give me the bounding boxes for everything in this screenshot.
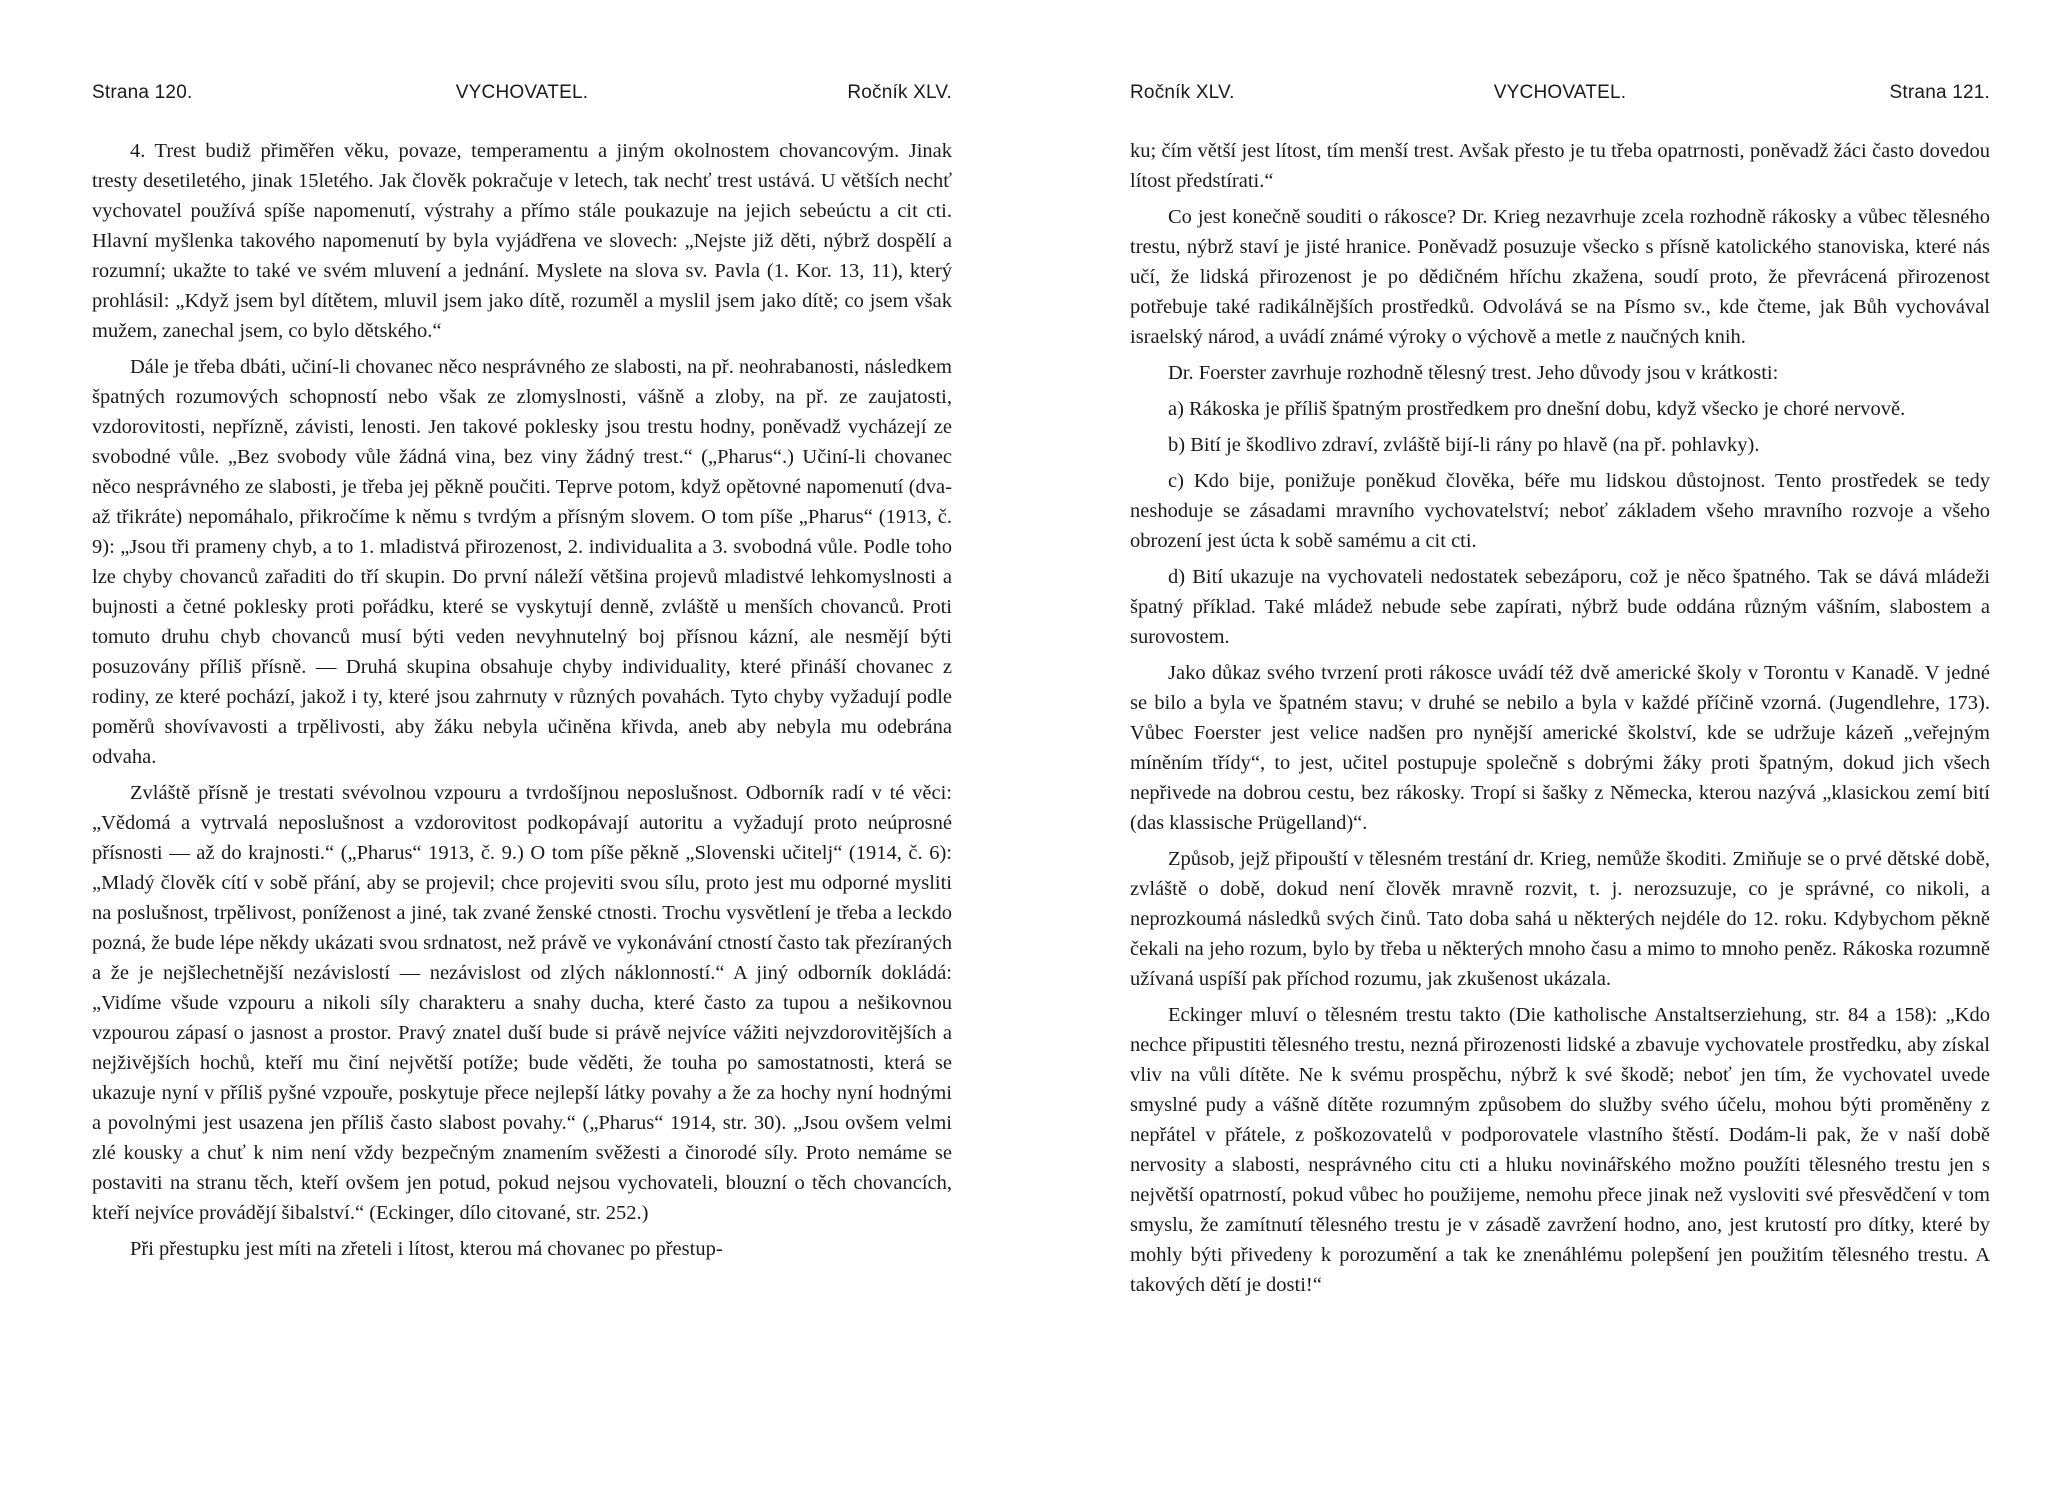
paragraph: 4. Trest budiž přiměřen věku, povaze, temperamentu a jiným okolnostem chovancovým. Jinak tresty desetiletého, jinak 15letého. Jak člověk pokračuje v letech, tak nechť trest ustává. U větších nechť vychovatel používá spíše napomenutí, výstrahy a přímo stále poukazuje na jejich sebeúctu a cit cti. Hlavní myšlenka takového napomenutí by byla vyjádřena ve slovech: „Nejste již děti, nýbrž dospělí a rozumní; ukažte to také ve svém mluvení a jednání. Myslete na slova sv. Pavla (1. Kor. 13, 11), který prohlásil: „Když jsem byl dítětem, mluvil jsem jako dítě, rozuměl a myslil jsem jako dítě; co jsem však mužem, zanechal jsem, co bylo dětského.“ [92,140,952,342]
paragraph: Co jest konečně souditi o rákosce? Dr. Krieg nezavrhuje zcela rozhodně rákosky a vůbec tělesného trestu, nýbrž staví je jisté hranice. Poněvadž posuzuje všecko s přísně katolického stanoviska, které nás učí, že lidská přirozenost je po dědičném hříchu zkažena, soudí proto, že převrácená přirozenost potřebuje také radikálnějších prostředků. Odvolává se na Písmo sv., kde čteme, jak Bůh vychovával israelský národ, a uvádí známé výroky o výchově a metle z naučných knih. [1130,206,1990,348]
left-page [92,0,952,1500]
volume-label: Ročník XLV. [1130,82,1235,103]
paragraph: a) Rákoska je příliš špatným prostředkem pro dnešní dobu, když všecko je choré nervově. [1168,398,1906,420]
paragraph: c) Kdo bije, ponižuje poněkud člověka, béře mu lidskou důstojnost. Tento prostředek se tedy neshoduje se zásadami mravního vychovatelství; neboť základem všeho mravního rozvoje a všeho obrození jest úcta k sobě samému a cit cti. [1130,470,1990,552]
paragraph: Zvláště přísně je trestati svévolnou vzpouru a tvrdošíjnou neposlušnost. Odborník radí v té věci: „Vědomá a vytrvalá neposlušnost a vzdorovitost podkopávají autoritu a vyžadují proto neúprosné přísnosti — až do krajnosti.“ („Pharus“ 1913, č. 9.) O tom píše pěkně „Slovenski učitelj“ (1914, č. 6): „Mladý člověk cítí v sobě přání, aby se projevil; chce projeviti svou sílu, proto jest mu odporné mysliti na poslušnost, trpělivost, poníženost a jiné, tak zvané ženské ctnosti. Trochu vysvětlení je třeba a leckdo pozná, že bude lépe někdy ukázati svou srdnatost, než právě ve vykonávání ctností často tak přezíraných a že je nejšlechetnější nezávislostí — nezávislost od zlých náklonností.“ A jiný odborník dokládá: „Vidíme všude vzpouru a nikoli síly charakteru a snahy ducha, které často za tupou a nešikovnou vzpourou zápasí o jasnost a prostor. Pravý znatel duší bude si právě nejvíce vážiti nejvzdorovitějších a nejživějších hochů, kteří mu činí největší potíže; bude věděti, že touha po samostatnosti, která se ukazuje nyní v příliš pyšné vzpouře, poskytuje přece nejlepší látky povahy a že za hochy nyní hodnými a povolnými jest usazena jen příliš často slabost povahy.“ („Pharus“ 1914, str. 30). „Jsou ovšem velmi zlé kousky a chuť k nim není vždy bezpečným znamením svěžesti a činorodé síly. Proto nemáme se postaviti na stranu těch, kteří ovšem jen potud, pokud nejsou vychovateli, blouzní o těch chovancích, kteří nejvíce provádějí šibalství.“ (Eckinger, dílo citované, str. 252.) [92,782,952,1224]
running-header [1130,82,1990,112]
paragraph: b) Bití je škodlivo zdraví, zvláště bijí-li rány po hlavě (na př. pohlavky). [1168,434,1760,456]
paragraph: Způsob, jejž připouští v tělesném trestání dr. Krieg, nemůže škoditi. Zmiňuje se o prvé dětské době, zvláště o době, dokud není člověk mravně rozvit, t. j. nerozsuzuje, co je správné, co nikoli, a neprozkoumá následků svých činů. Tato doba sahá u některých nejdéle do 12. roku. Kdybychom pěkně čekali na jeho rozum, bylo by třeba u některých mnoho času a mimo to mnoho peněz. Rákoska rozumně užívaná uspíší pak příchod rozumu, jak zkušenost ukázala. [1130,848,1990,990]
paragraph: Dr. Foerster zavrhuje rozhodně tělesný trest. Jeho důvody jsou v krátkosti: [1168,362,1779,384]
page-body [92,136,952,1264]
page-number: Strana 121. [1889,82,1990,103]
volume-label: Ročník XLV. [847,82,952,103]
page-number: Strana 120. [92,82,193,103]
paragraph: ku; čím větší jest lítost, tím menší trest. Avšak přesto je tu třeba opatrnosti, poněvadž žáci často dovedou lítost předstírati.“ [1130,140,1990,192]
right-page [1130,0,1990,1500]
paragraph: Dále je třeba dbáti, učiní-li chovanec něco nesprávného ze slabosti, na př. neohrabanosti, následkem špatných rozumových schopností nebo však ze zlomyslnosti, vášně a zloby, na př. ze zaujatosti, vzdorovitosti, nepřízně, závisti, lenosti. Jen takové poklesky jsou trestu hodny, poněvadž vycházejí ze svobodné vůle. „Bez svobody vůle žádná vina, bez viny žádný trest.“ („Pharus“.) Učiní-li chovanec něco nesprávného ze slabosti, je třeba jej pěkně poučiti. Teprve potom, když opětovné napomenutí (dva- až třikráte) nepomáhalo, přikročíme k němu s tvrdým a přísným slovem. O tom píše „Pharus“ (1913, č. 9): „Jsou tři prameny chyb, a to 1. mladistvá přirozenost, 2. individualita a 3. svobodná vůle. Podle toho lze chyby chovanců zařaditi do tří skupin. Do první náleží většina projevů mladistvé lehkomyslnosti a bujnosti a četné poklesky proti pořádku, které se vyskytují denně, zvláště u menších chovanců. Proti tomuto druhu chyb chovanců musí býti veden nevyhnutelný boj přísnou kázní, ale nesmějí býti posuzovány příliš přísně. — Druhá skupina obsahuje chyby individuality, které přináší chovanec z rodiny, ze které pochází, jakož i ty, které jsou zahrnuty v různých povahách. Tyto chyby vyžadují podle poměrů shovívavosti a trpělivosti, aby žáku nebyla učiněna křivda, aneb aby nebyla mu odebrána odvaha. [92,356,952,768]
page-body [1130,136,1990,1300]
journal-title: VYCHOVATEL. [455,82,589,103]
paragraph: Eckinger mluví o tělesném trestu takto (Die katholische Anstaltserziehung, str. 84 a 158): „Kdo nechce připustiti tělesného trestu, nezná přirozenosti lidské a zbavuje vychovatele prostředku, aby získal vliv na vůli dítěte. Ne k svému prospěchu, nýbrž k své škodě; neboť jen tím, že vychovatel uvede smyslné pudy a vášně dítěte rozumným způsobem do služby svého účelu, mohou býti proměněny z nepřátel v přátele, z poškozovatelů v podporovatele vlastního štěstí. Dodám-li pak, že v naší době nervosity a slabosti, nesprávného citu cti a hluku novinářského možno použíti tělesného trestu jen s největší opatrností, pokud vůbec ho použijeme, nemohu přece jinak než vysloviti své přesvědčení v tom smyslu, že zamítnutí tělesného trestu je v zásadě zavržení hodno, ano, jest krutostí pro dítky, které by mohly býti přivedeny k porozumění a tak ke znenáhlému polepšení jen použitím tělesného trestu. A takových dětí je dosti!“ [1130,1004,1990,1296]
running-header [92,82,952,112]
paragraph: Při přestupku jest míti na zřeteli i lítost, kterou má chovanec po přestup- [130,1238,723,1260]
paragraph: Jako důkaz svého tvrzení proti rákosce uvádí též dvě americké školy v Torontu v Kanadě. V jedné se bilo a byla ve špatném stavu; v druhé se nebilo a byla v každé příčině vzorná. (Jugendlehre, 173). Vůbec Foerster jest velice nadšen pro nynější americké školství, kde se udržuje kázeň „veřejným míněním třídy“, to jest, učitel postupuje společně s dobrými žáky proti špatným, dokud jich všech nepřivede na dobrou cestu, bez rákosky. Tropí si šašky z Německa, kterou nazývá „klasickou zemí bití (das klassische Prügelland)“. [1130,662,1990,834]
paragraph: d) Bití ukazuje na vychovateli nedostatek sebezáporu, což je něco špatného. Tak se dává mládeži špatný příklad. Také mládež nebude sebe zapírati, nýbrž bude oddána různým vášním, slabostem a surovostem. [1130,566,1990,648]
journal-title: VYCHOVATEL. [1493,82,1627,103]
